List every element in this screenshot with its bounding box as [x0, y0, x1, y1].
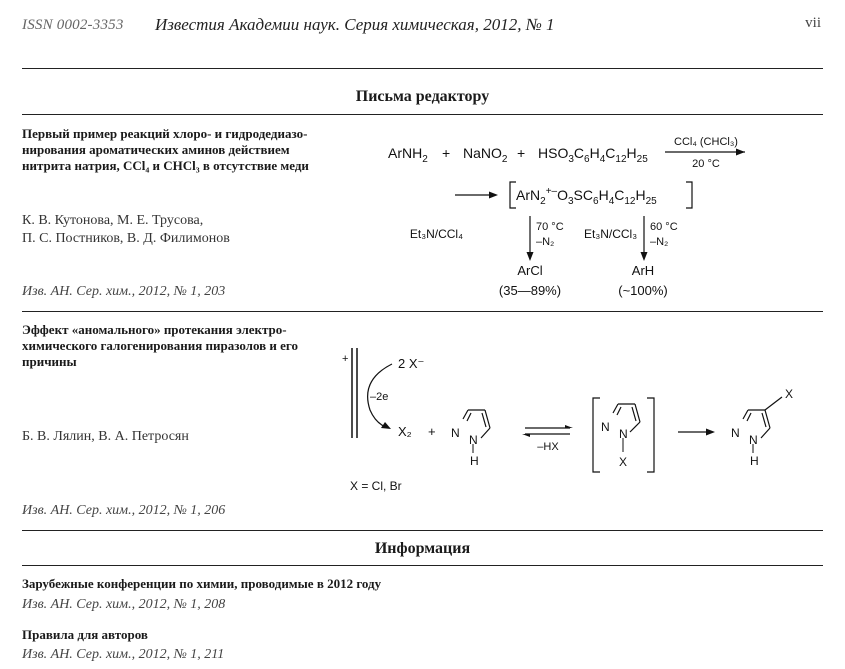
article-title-line: нитрита натрия, CCl₄ и CHCl₃ в отсутствие меди	[22, 158, 309, 173]
article-title[interactable]	[22, 126, 322, 174]
arrow-head	[489, 192, 498, 199]
reagent-sulfonic-acid: $HSO_3C_6H_4C_{12}H_{25}$	[538, 145, 648, 165]
article-authors	[22, 428, 322, 446]
halogen-x2: X₂	[398, 424, 412, 439]
condition-solvent: CCl₄ (CHCl₃)	[674, 136, 738, 148]
author-line: К. В. Кутонова, М. Е. Трусова,	[22, 213, 204, 228]
svg-text:N: N	[469, 433, 478, 447]
article-reference[interactable]: Изв. АН. Сер. хим., 2012, № 1, 203	[22, 284, 226, 299]
bracket-left	[593, 398, 600, 472]
arrow-head	[706, 429, 715, 436]
pyrazole-molecule	[451, 410, 490, 468]
author-line: Б. В. Лялин, В. А. Петросян	[22, 429, 189, 444]
article-reference[interactable]: Изв. АН. Сер. хим., 2012, № 1, 206	[22, 503, 226, 518]
divider	[22, 311, 823, 312]
page-number: vii	[805, 15, 821, 31]
arrow-head	[527, 252, 534, 261]
halogen-definition: X = Cl, Br	[350, 479, 402, 493]
article-title-line: причины	[22, 354, 77, 369]
4-halopyrazole-molecule	[731, 387, 793, 468]
article-title[interactable]: Зарубежные конференции по химии, проводимые в 2012 году	[22, 576, 382, 591]
product-arcl-yield: (35—89%)	[498, 283, 562, 298]
right-branch-temperature: 60 °C	[650, 221, 678, 233]
reaction-scheme-diazotization	[370, 130, 790, 305]
right-branch-reagent: Et₃N/CCl₃	[584, 227, 638, 241]
svg-text:N: N	[731, 426, 740, 440]
arrow-head	[565, 425, 573, 428]
bracket-right	[647, 398, 654, 472]
svg-text:H: H	[470, 454, 479, 468]
article-title[interactable]	[22, 322, 322, 370]
product-arh: ArH	[631, 263, 655, 278]
issn-label: ISSN 0002-3353	[22, 17, 124, 33]
svg-text:N: N	[451, 426, 460, 440]
article-reference[interactable]: Изв. АН. Сер. хим., 2012, № 1, 208	[22, 597, 226, 612]
plus-sign: +	[442, 145, 451, 161]
arrow-head	[641, 252, 648, 261]
electron-loss: –2e	[370, 391, 389, 403]
svg-text:ArNH2: ArNH$_2$	[388, 145, 428, 165]
electrode-sign: +	[342, 353, 349, 365]
right-branch-loss: –N₂	[650, 236, 669, 248]
left-branch-loss: –N₂	[536, 236, 555, 248]
halide-anion: 2 X⁻	[398, 356, 425, 371]
bracket-right	[686, 182, 692, 208]
product-arcl: ArCl	[517, 263, 543, 278]
svg-text:N: N	[601, 420, 610, 434]
article-title[interactable]: Правила для авторов	[22, 627, 148, 642]
plus-sign: +	[517, 145, 526, 161]
divider	[22, 114, 823, 115]
arrow-head	[522, 434, 530, 437]
condition-temperature: 20 °C	[692, 158, 720, 170]
n-halopyrazole-molecule	[601, 404, 640, 469]
reagent-nano2: NaNO	[463, 145, 502, 161]
reaction-scheme-halogenation	[330, 340, 810, 500]
article-title-line: нирования ароматических аминов действием	[22, 142, 290, 157]
svg-text:H: H	[750, 454, 759, 468]
article-title-line: Эффект «аномального» протекания электро-	[22, 322, 287, 337]
divider	[22, 68, 823, 69]
reagent-arnh2: ArNH	[388, 145, 423, 161]
diazonium-salt: $ArN_2^{+-}O_3SC_6H_4C_{12}H_{25}$	[516, 186, 657, 207]
article-authors	[22, 212, 322, 248]
article-title-line: химического галогенирования пиразолов и его	[22, 338, 299, 353]
svg-text:N: N	[619, 427, 628, 441]
divider	[22, 530, 823, 531]
divider	[22, 565, 823, 566]
article-reference[interactable]: Изв. АН. Сер. хим., 2012, № 1, 211	[22, 647, 225, 662]
left-branch-temperature: 70 °C	[536, 221, 564, 233]
svg-text:N: N	[749, 433, 758, 447]
svg-text:NaNO2: NaNO$_2$	[463, 145, 508, 165]
product-arh-yield: (~100%)	[618, 283, 668, 298]
svg-text:X: X	[619, 455, 628, 469]
journal-title: Известия Академии наук. Серия химическая, 2012, № 1	[155, 15, 555, 34]
hx-loss: –HX	[537, 441, 559, 453]
section-title-letters: Письма редактору	[355, 88, 490, 105]
author-line: П. С. Постников, В. Д. Филимонов	[22, 231, 230, 246]
plus-sign: +	[428, 424, 436, 439]
arrow-head	[736, 149, 745, 156]
article-title-line: Первый пример реакций хлоро- и гидродедиазо-	[22, 126, 308, 141]
left-branch-reagent: Et₃N/CCl₄	[409, 227, 463, 241]
svg-text:X: X	[785, 387, 794, 401]
section-title-information: Информация	[374, 540, 471, 557]
